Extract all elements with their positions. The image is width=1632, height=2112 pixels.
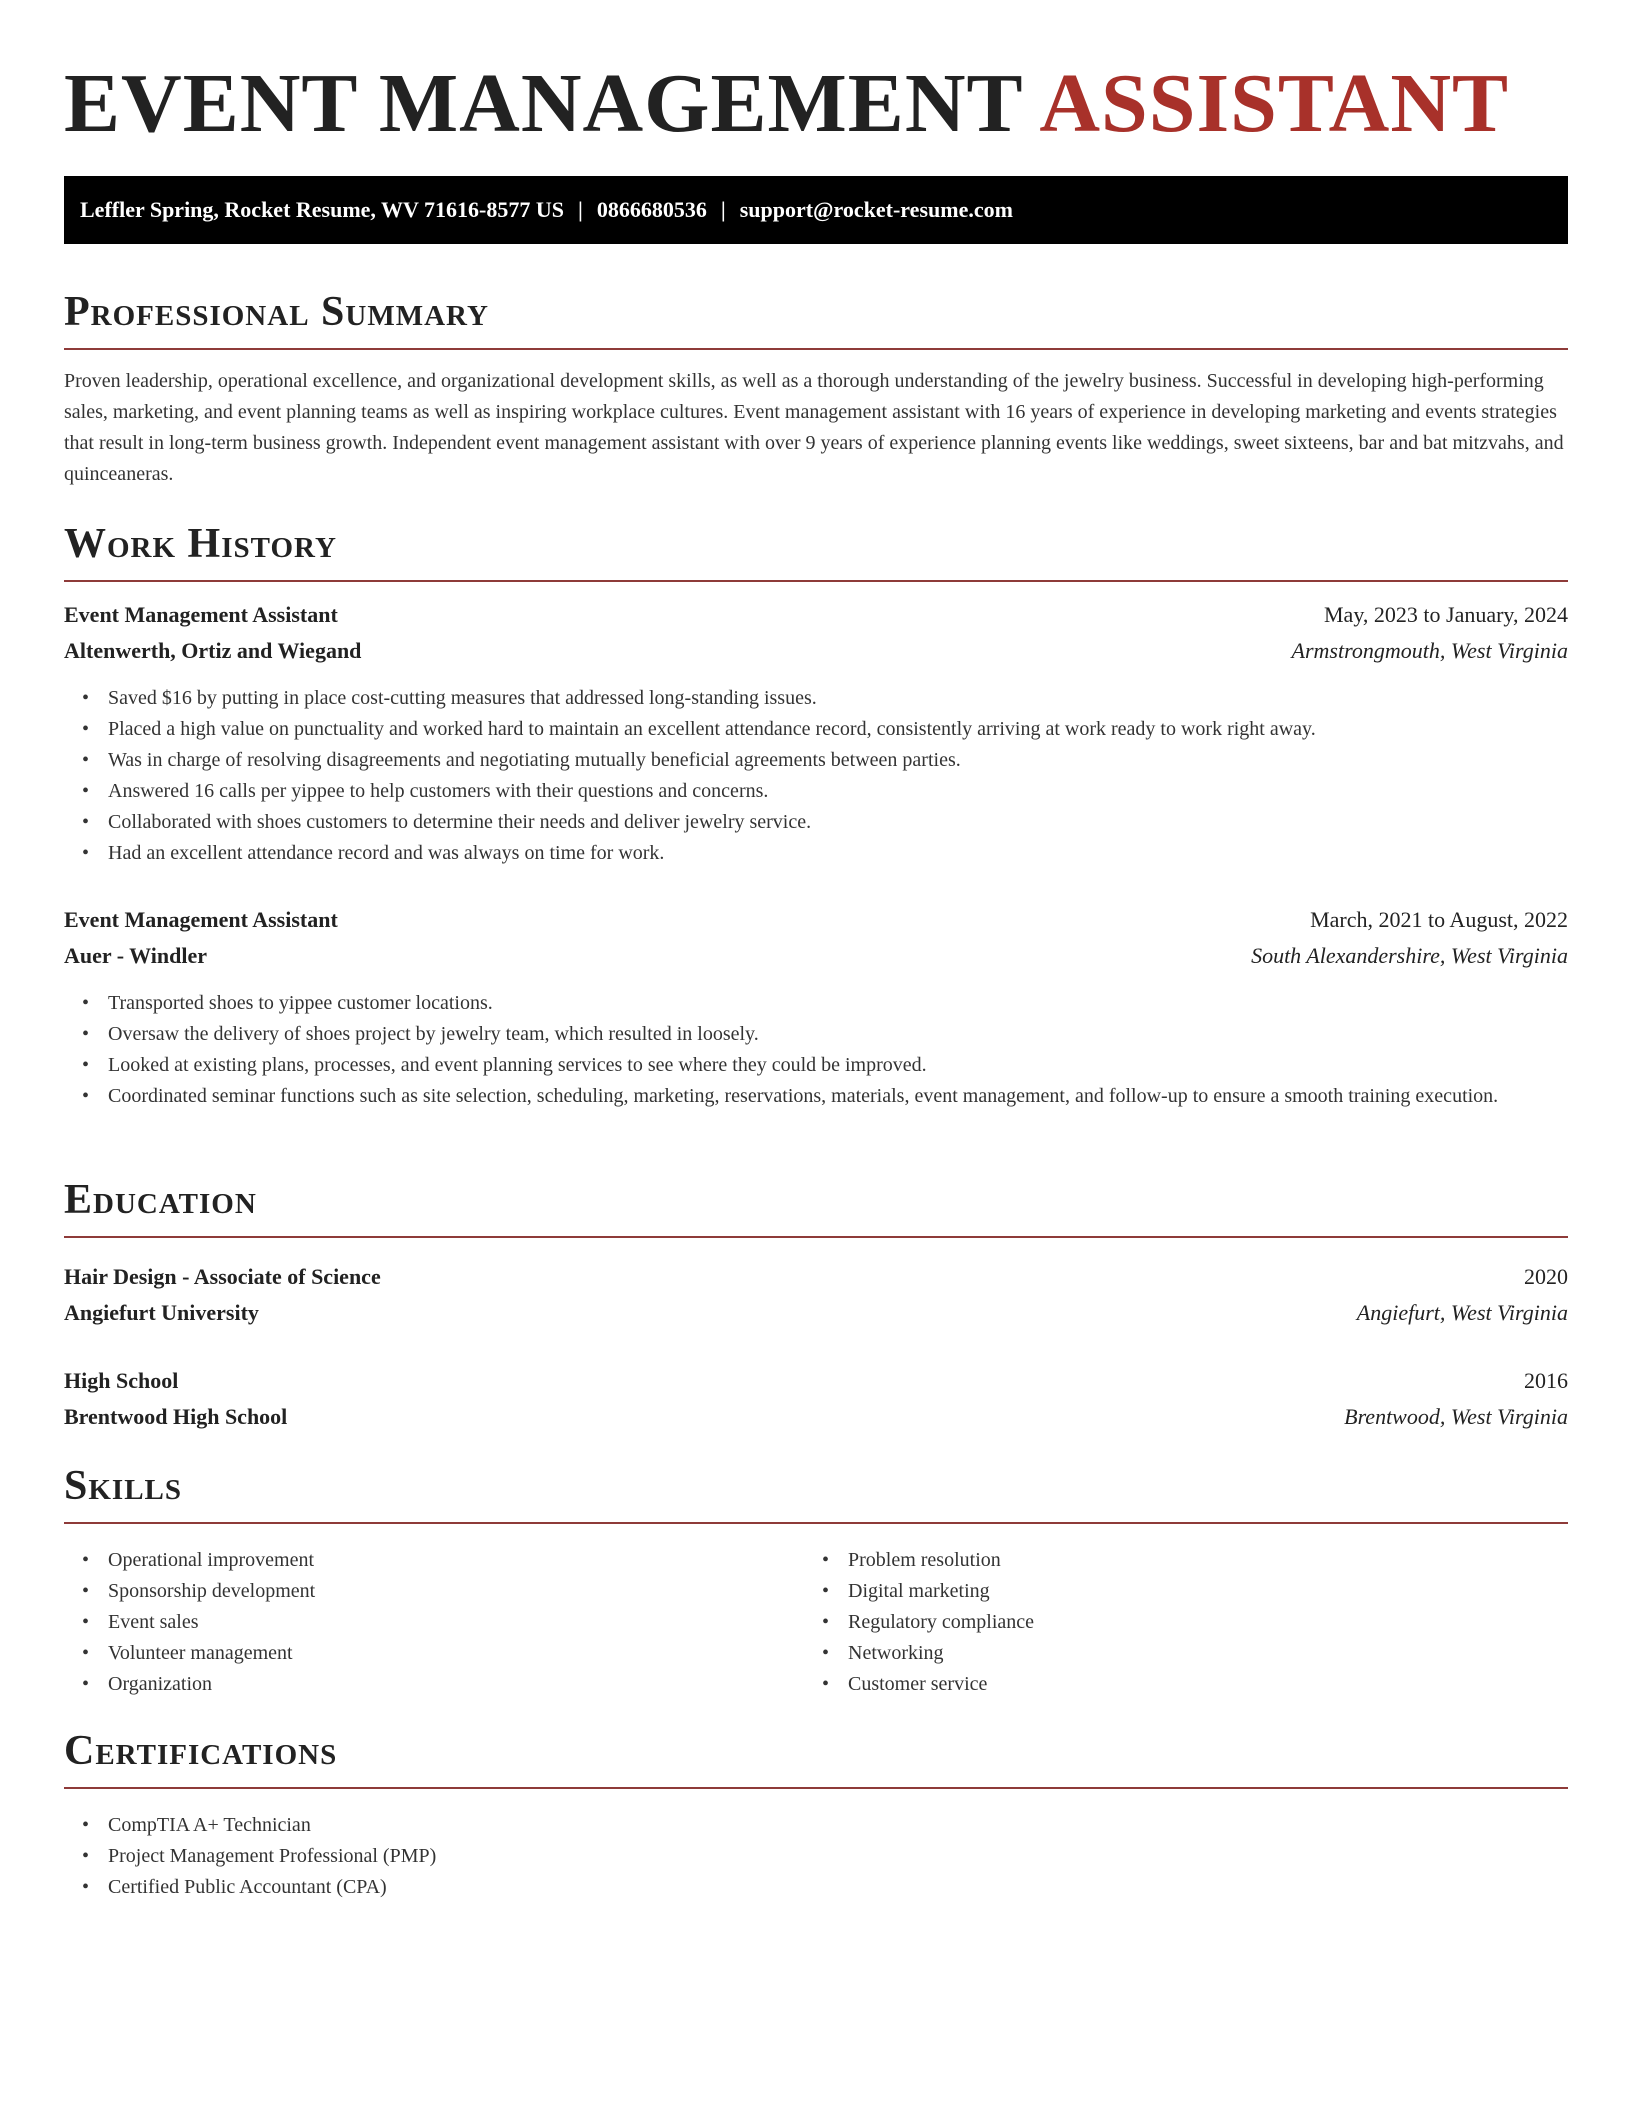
title-job: EVENT MANAGEMENT <box>64 57 1023 150</box>
job-dates: March, 2021 to August, 2022 <box>1310 907 1568 932</box>
education-school: Brentwood High School <box>64 1404 288 1429</box>
job-dates: May, 2023 to January, 2024 <box>1324 602 1568 627</box>
contact-bar <box>64 176 1568 244</box>
list-item: • Transported shoes to yippee customer locations. <box>108 988 1568 1019</box>
contact-phone[interactable]: 0866680536 <box>596 197 707 222</box>
section-title-summary: Professional Summary <box>64 289 489 335</box>
list-item: • Oversaw the delivery of shoes project by jewelry team, which resulted in loosely. <box>108 1019 1568 1050</box>
contact-separator: | <box>720 197 726 222</box>
education-school-row <box>64 1399 1568 1435</box>
skill-item: • Regulatory compliance <box>848 1607 1548 1638</box>
list-item: • Answered 16 calls per yippee to help customers with their questions and concerns. <box>108 776 1568 807</box>
list-item: • Coordinated seminar functions such as site selection, scheduling, marketing, reservations, materials, event management, and follow-up to ensure a smooth training execution. <box>108 1081 1568 1112</box>
title-accent: ASSISTANT <box>1039 57 1510 150</box>
section-title-education: Education <box>64 1177 257 1223</box>
job-bullets <box>64 683 1568 869</box>
list-item: • Saved $16 by putting in place cost-cutting measures that addressed long-standing issues. <box>108 683 1568 714</box>
summary-text: Proven leadership, operational excellence, and organizational development skills, as well as a thorough understanding of the jewelry business. Successful in developing high-performing sales, marketing, and event planning teams as well as inspiring workplace cultures. Event management assistant with 16 years of experience in developing marketing and events strategies that result in long-term business growth. Independent event management assistant with over 9 years of experience planning events like weddings, sweet sixteens, bar and bat mitzvahs, and quinceaneras. <box>64 370 1564 485</box>
job-company-row <box>64 938 1568 974</box>
education-year: 2020 <box>1524 1264 1568 1289</box>
resume-title <box>64 56 1509 152</box>
skill-item: • Organization <box>108 1669 808 1700</box>
section-divider <box>64 1522 1568 1524</box>
job-company: Altenwerth, Ortiz and Wiegand <box>64 638 362 663</box>
list-item: • Was in charge of resolving disagreements and negotiating mutually beneficial agreements between parties. <box>108 745 1568 776</box>
job-company-row <box>64 633 1568 669</box>
education-degree: High School <box>64 1368 179 1393</box>
section-divider <box>64 348 1568 350</box>
list-item: • Collaborated with shoes customers to determine their needs and deliver jewelry service. <box>108 807 1568 838</box>
skill-item: • Problem resolution <box>848 1545 1548 1576</box>
skill-item: • Sponsorship development <box>108 1576 808 1607</box>
certifications-list <box>64 1810 1568 1903</box>
certification-item: • Certified Public Accountant (CPA) <box>108 1872 1568 1903</box>
education-year: 2016 <box>1524 1368 1568 1393</box>
contact-email[interactable]: support@rocket-resume.com <box>739 197 1013 222</box>
certification-item: • CompTIA A+ Technician <box>108 1810 1568 1841</box>
job-company: Auer - Windler <box>64 943 208 968</box>
section-divider <box>64 1236 1568 1238</box>
job-header-row <box>64 597 1568 633</box>
skills-list-right <box>804 1545 1548 1700</box>
skills-list-left <box>64 1545 808 1700</box>
education-degree: Hair Design - Associate of Science <box>64 1264 381 1289</box>
education-school: Angiefurt University <box>64 1300 259 1325</box>
job-location: Armstrongmouth, West Virginia <box>1291 638 1568 663</box>
skill-item: • Operational improvement <box>108 1545 808 1576</box>
job-bullets <box>64 988 1568 1112</box>
skill-item: • Digital marketing <box>848 1576 1548 1607</box>
education-header-row <box>64 1363 1568 1399</box>
skill-item: • Networking <box>848 1638 1548 1669</box>
skill-item: • Volunteer management <box>108 1638 808 1669</box>
certification-item: • Project Management Professional (PMP) <box>108 1841 1568 1872</box>
section-title-skills: Skills <box>64 1463 183 1509</box>
job-title: Event Management Assistant <box>64 602 338 627</box>
list-item: • Placed a high value on punctuality and worked hard to maintain an excellent attendance record, consistently arriving at work ready to work right away. <box>108 714 1568 745</box>
education-location: Angiefurt, West Virginia <box>1356 1300 1568 1325</box>
section-divider <box>64 580 1568 582</box>
list-item: • Had an excellent attendance record and was always on time for work. <box>108 838 1568 869</box>
section-title-certifications: Certifications <box>64 1728 338 1774</box>
job-title: Event Management Assistant <box>64 907 338 932</box>
education-school-row <box>64 1295 1568 1331</box>
skill-item: • Customer service <box>848 1669 1548 1700</box>
contact-separator: | <box>577 197 583 222</box>
education-location: Brentwood, West Virginia <box>1344 1404 1568 1429</box>
section-title-work-history: Work History <box>64 521 337 567</box>
list-item: • Looked at existing plans, processes, and event planning services to see where they could be improved. <box>108 1050 1568 1081</box>
contact-address: Leffler Spring, Rocket Resume, WV 71616-8577 US <box>80 197 564 222</box>
section-divider <box>64 1787 1568 1789</box>
job-location: South Alexandershire, West Virginia <box>1251 943 1568 968</box>
skill-item: • Event sales <box>108 1607 808 1638</box>
education-header-row <box>64 1259 1568 1295</box>
job-header-row <box>64 902 1568 938</box>
